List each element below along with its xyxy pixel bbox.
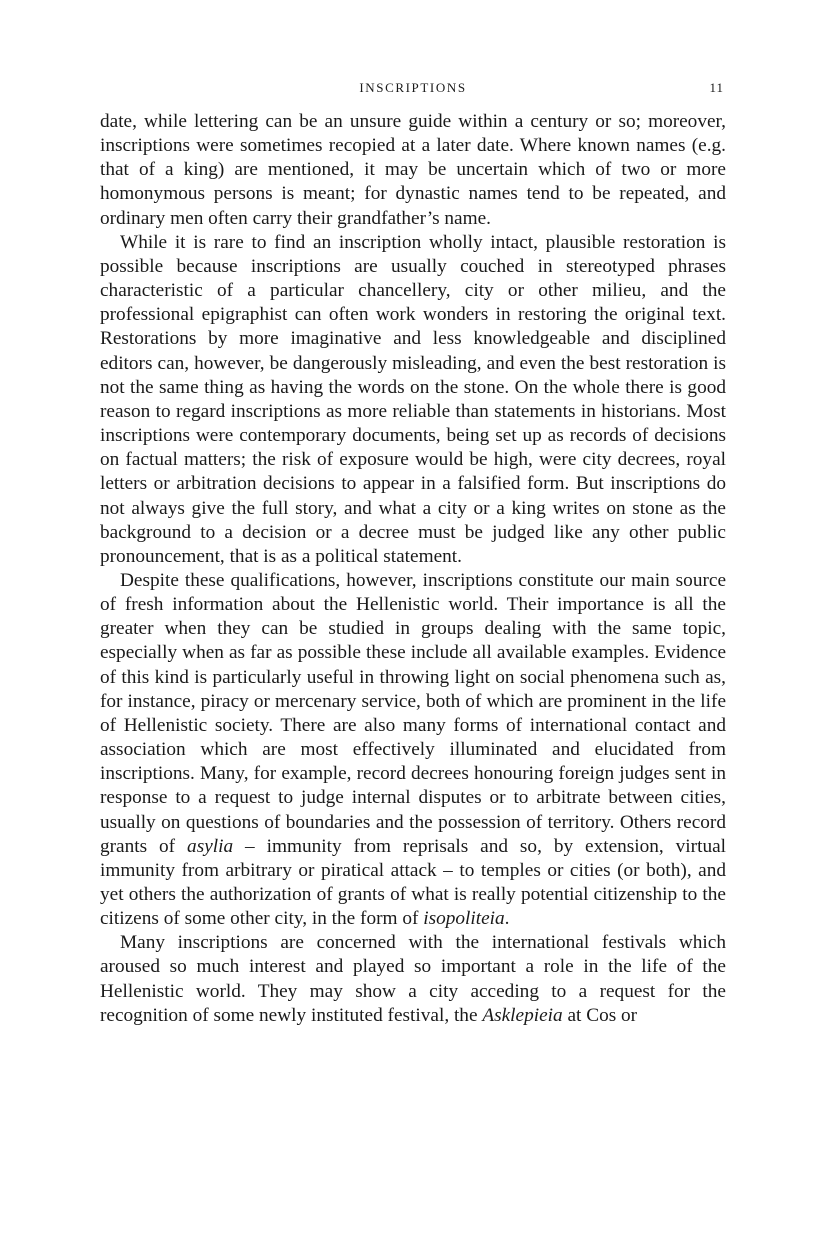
paragraph-text: date, while lettering can be an unsure guide within a century or so; moreover, inscriptions were sometimes recopied at a later date. Where known names (e.g. that of a king) are mentioned, it may be uncertain which of two or more homonymous persons is meant; for dynastic names tend to be repeated, and ordinary men often carry their grandfather’s name. <box>100 111 726 229</box>
running-title: INSCRIPTIONS <box>359 80 467 95</box>
paragraph-text: . <box>504 908 510 930</box>
running-head <box>100 76 726 102</box>
paragraph-text: – immunity from reprisals and so, by extension, virtual immunity from arbitrary or piratical attack – to temples or cities (or both), and yet others the authorization of grants of what is really potential citizenship to the citizens of some other city, in the form of <box>100 835 726 930</box>
paragraph-text: Despite these qualifications, however, inscriptions constitute our main source of fresh information about the Hellenistic world. Their importance is all the greater when they can be studied in groups dealing with the same topic, especially when as far as possible these include all available examples. Evidence of this kind is particularly useful in throwing light on social phenomena such as, for instance, piracy or mercenary service, both of which are prominent in the life of Hellenistic society. There are also many forms of international contact and association which are most effectively illuminated and elucidated from inscriptions. Many, for example, record decrees honouring foreign judges sent in response to a request to judge internal disputes or to arbitrate between cities, usually on questions of boundaries and the possession of territory. Others record grants of <box>100 569 726 857</box>
italic-term-isopoliteia: isopoliteia <box>423 908 505 930</box>
page-number: 11 <box>709 80 724 95</box>
paragraph <box>100 231 726 569</box>
italic-term-asylia: asylia <box>187 835 234 857</box>
paragraph <box>100 569 726 931</box>
paragraph-text: While it is rare to find an inscription wholly intact, plausible restoration is possible because inscriptions are usually couched in stereotyped phrases characteristic of a particular chancellery, city or other milieu, and the professional epigraphist can often work wonders in restoring the original text. Restorations by more imaginative and less knowledgeable and disciplined editors can, however, be dangerously misleading, and even the best restoration is not the same thing as having the words on the stone. On the whole there is good reason to regard inscriptions as more reliable than statements in historians. Most inscriptions were contemporary documents, being set up as records of decisions on factual matters; the risk of exposure would be high, were city decrees, royal letters or arbitration decisions to appear in a falsified form. But inscriptions do not always give the full story, and what a city or a king writes on stone as the background to a decision or a decree must be judged like any other public pronouncement, that is as a political statement. <box>100 231 726 567</box>
paragraph <box>100 110 726 231</box>
italic-term-asklepieia: Asklepieia <box>482 1004 563 1026</box>
book-page <box>100 76 726 1028</box>
body-text <box>100 110 726 1028</box>
paragraph <box>100 931 726 1028</box>
paragraph-text: at Cos or <box>562 1004 638 1026</box>
paragraph-text: Many inscriptions are concerned with the international festivals which aroused so much interest and played so important a role in the life of the Hellenistic world. They may show a city acceding to a request for the recognition of some newly instituted festival, the <box>100 932 726 1026</box>
